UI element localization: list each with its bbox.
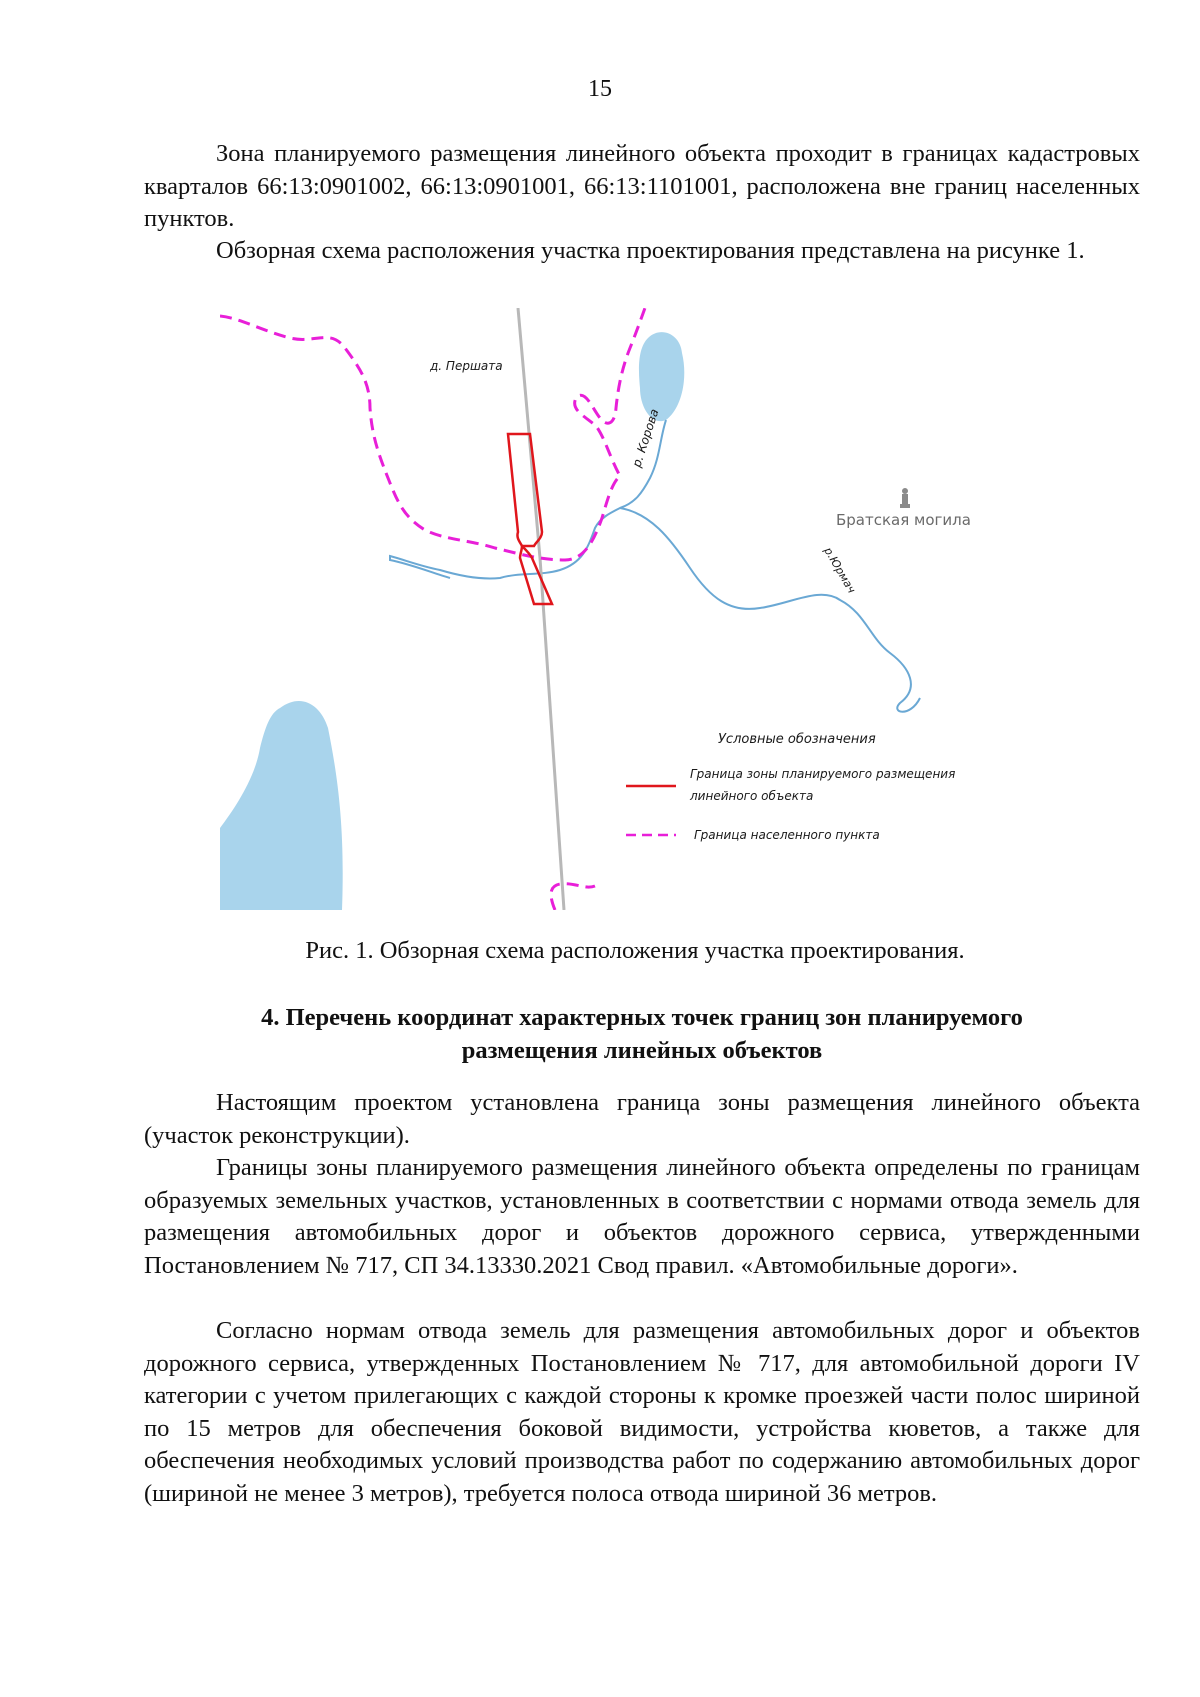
paragraph-right-of-way: Согласно нормам отвода земель для размещения автомобильных дорог и объектов дорожного сервиса, утвержденных Постановлением № 717, для автомобильной дороги IV категории с учетом прилегающих с каждой стороны к кромке проезжей части полос шириной по 15 метров для обеспечения боковой видимости, устройства кюветов, а также для обеспечения необходимых условий производства работ по содержанию автомобильных дорог (шириной не менее 3 метров), требуется полоса отвода шириной 36 метров. [144, 1317, 1140, 1507]
overview-map-figure [220, 308, 1062, 910]
section-heading [144, 1002, 1140, 1067]
figure-caption: Рис. 1. Обзорная схема расположения участка проектирования. [305, 937, 965, 964]
legend-red-line-1: Граница зоны планируемого размещения [690, 767, 956, 781]
legend-red-line-2: линейного объекта [690, 789, 814, 803]
village-label: д. Першата [430, 359, 503, 373]
paragraph-figure-reference: Обзорная схема расположения участка проектирования представлена на рисунке 1. [216, 237, 1085, 264]
page-number: 15 [588, 76, 612, 102]
settlement-boundary-south [551, 884, 595, 910]
paragraph-zone-location: Зона планируемого размещения линейного объекта проходит в границах кадастровых кварталов 66:13:0901002, 66:13:0901001, 66:13:1101001, расположена вне границ населенных пунктов. [144, 140, 1140, 232]
paragraph-boundary-definition: Границы зоны планируемого размещения линейного объекта определены по границам образуемых земельных участков, установленных в соответствии с нормами отвода земель для размещения автомобильных дорог и объектов дорожного сервиса, утвержденными Постановлением № 717, СП 34.13330.2021 Свод правил. «Автомобильные дороги». [144, 1154, 1140, 1279]
road-line [518, 308, 564, 910]
section-heading-line-2: размещения линейных объектов [461, 1036, 823, 1064]
settlement-boundary [220, 308, 645, 560]
mass-grave-label: Братская могила [836, 511, 971, 529]
lake-north [639, 332, 684, 421]
paragraph-boundary-established: Настоящим проектом установлена граница зоны размещения линейного объекта (участок реконструкции). [144, 1089, 1140, 1149]
river-yurmach-line [620, 508, 920, 712]
section-heading-line-1: 4. Перечень координат характерных точек границ зон планируемого [261, 1004, 1023, 1031]
monument-icon [900, 488, 910, 508]
river-yurmach-label: р.Юрмач [821, 545, 859, 596]
lake-southwest [220, 701, 343, 910]
river-korova-label: р. Корова [629, 407, 662, 469]
legend-pink-line: Граница населенного пункта [694, 828, 880, 842]
map-legend [600, 716, 1062, 910]
legend-title: Условные обозначения [718, 732, 876, 747]
